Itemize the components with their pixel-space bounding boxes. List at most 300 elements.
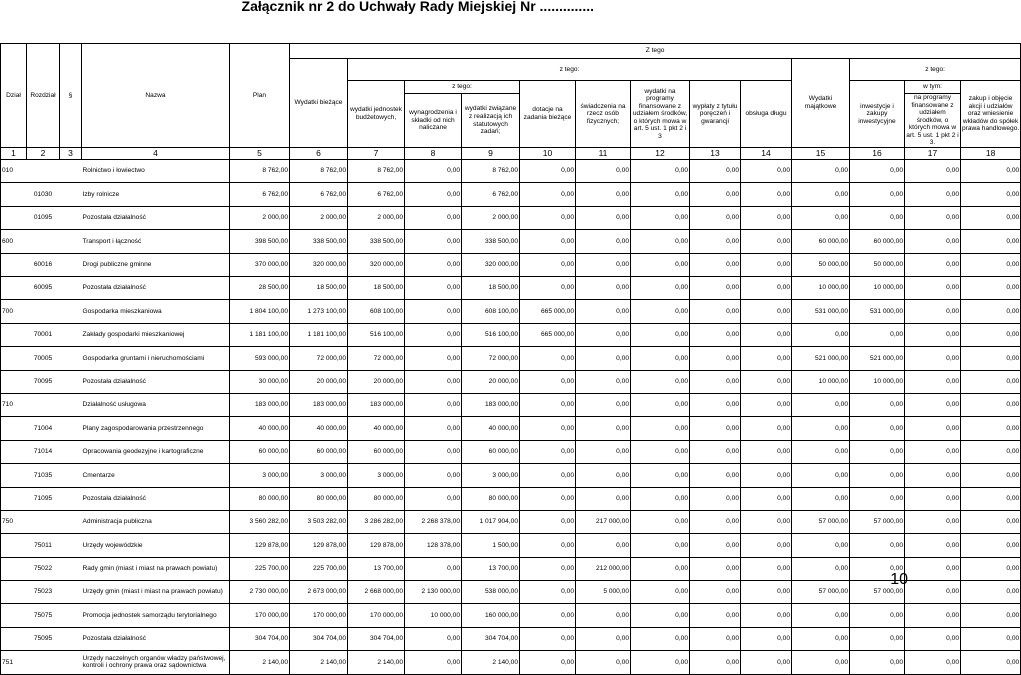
cell-value: 0,00 bbox=[520, 581, 576, 604]
cell-value: 0,00 bbox=[905, 440, 961, 463]
cell-rozdzial bbox=[27, 300, 60, 323]
cell-value: 2 000,00 bbox=[230, 206, 290, 229]
cell-value: 0,00 bbox=[576, 253, 631, 276]
cell-value: 18 500,00 bbox=[462, 277, 520, 300]
cell-paragraf bbox=[60, 651, 82, 674]
table-row bbox=[1, 230, 1021, 253]
cell-value: 10 000,00 bbox=[850, 370, 905, 393]
cell-value: 0,00 bbox=[961, 557, 1021, 580]
cell-nazwa: Opracowania geodezyjne i kartograficzne bbox=[82, 440, 230, 463]
column-number-cell: 5 bbox=[230, 148, 290, 160]
cell-value: 0,00 bbox=[576, 347, 631, 370]
cell-value: 0,00 bbox=[520, 487, 576, 510]
cell-value: 0,00 bbox=[631, 440, 690, 463]
cell-value: 0,00 bbox=[631, 627, 690, 650]
cell-value: 0,00 bbox=[850, 323, 905, 346]
cell-nazwa: Cmentarze bbox=[82, 464, 230, 487]
cell-value: 129 878,00 bbox=[348, 534, 405, 557]
cell-value: 0,00 bbox=[850, 393, 905, 416]
cell-nazwa: Rolnictwo i łowiectwo bbox=[82, 160, 230, 183]
cell-dzial: 750 bbox=[1, 510, 27, 533]
cell-value: 0,00 bbox=[850, 417, 905, 440]
cell-value: 0,00 bbox=[520, 651, 576, 674]
cell-dzial bbox=[1, 557, 27, 580]
cell-value: 0,00 bbox=[576, 440, 631, 463]
cell-value: 60 000,00 bbox=[850, 230, 905, 253]
cell-nazwa: Pozostała działalność bbox=[82, 627, 230, 650]
header-wyplaty: wypłaty z tytułu poręczeń i gwarancji bbox=[690, 81, 741, 148]
cell-value: 6 762,00 bbox=[462, 183, 520, 206]
header-wydatki-zwiazane: wydatki związane z realizacją ich statutowych zadań; bbox=[462, 94, 520, 148]
cell-value: 0,00 bbox=[520, 393, 576, 416]
header-wydatki-biezace: Wydatki bieżące bbox=[290, 59, 348, 148]
cell-value: 0,00 bbox=[405, 160, 462, 183]
cell-value: 128 378,00 bbox=[405, 534, 462, 557]
cell-value: 304 704,00 bbox=[462, 627, 520, 650]
cell-value: 170 000,00 bbox=[348, 604, 405, 627]
cell-rozdzial: 01030 bbox=[27, 183, 60, 206]
cell-value: 0,00 bbox=[520, 440, 576, 463]
cell-value: 0,00 bbox=[405, 370, 462, 393]
cell-nazwa: Gospodarka gruntami i nieruchomościami bbox=[82, 347, 230, 370]
cell-value: 0,00 bbox=[792, 557, 850, 580]
cell-value: 0,00 bbox=[961, 440, 1021, 463]
cell-value: 0,00 bbox=[741, 627, 792, 650]
table-row bbox=[1, 183, 1021, 206]
cell-value: 3 000,00 bbox=[348, 464, 405, 487]
table-row bbox=[1, 347, 1021, 370]
cell-paragraf bbox=[60, 440, 82, 463]
cell-value: 0,00 bbox=[576, 393, 631, 416]
cell-rozdzial: 75011 bbox=[27, 534, 60, 557]
cell-value: 0,00 bbox=[405, 253, 462, 276]
cell-paragraf bbox=[60, 160, 82, 183]
header-plan: Plan bbox=[230, 44, 290, 148]
cell-value: 0,00 bbox=[741, 323, 792, 346]
cell-nazwa: Pozostała działalność bbox=[82, 487, 230, 510]
cell-value: 0,00 bbox=[961, 183, 1021, 206]
cell-value: 0,00 bbox=[520, 510, 576, 533]
cell-value: 0,00 bbox=[792, 627, 850, 650]
cell-value: 1 181 100,00 bbox=[230, 323, 290, 346]
cell-rozdzial: 71004 bbox=[27, 417, 60, 440]
cell-value: 0,00 bbox=[741, 393, 792, 416]
cell-rozdzial: 75023 bbox=[27, 581, 60, 604]
cell-dzial bbox=[1, 347, 27, 370]
cell-dzial bbox=[1, 277, 27, 300]
cell-dzial bbox=[1, 323, 27, 346]
cell-value: 0,00 bbox=[405, 393, 462, 416]
table-row bbox=[1, 417, 1021, 440]
cell-value: 521 000,00 bbox=[792, 347, 850, 370]
cell-value: 0,00 bbox=[631, 347, 690, 370]
cell-value: 0,00 bbox=[850, 487, 905, 510]
table-row bbox=[1, 510, 1021, 533]
cell-value: 0,00 bbox=[792, 534, 850, 557]
cell-value: 0,00 bbox=[405, 347, 462, 370]
cell-value: 0,00 bbox=[576, 370, 631, 393]
header-w-tym: w tym: bbox=[905, 81, 961, 94]
cell-value: 0,00 bbox=[850, 160, 905, 183]
column-number-cell: 14 bbox=[741, 148, 792, 160]
cell-value: 0,00 bbox=[961, 581, 1021, 604]
cell-paragraf bbox=[60, 253, 82, 276]
cell-value: 0,00 bbox=[741, 300, 792, 323]
cell-value: 0,00 bbox=[850, 440, 905, 463]
cell-rozdzial: 71014 bbox=[27, 440, 60, 463]
cell-value: 0,00 bbox=[576, 464, 631, 487]
header-inwestycje: inwestycje i zakupy inwestycyjne bbox=[850, 81, 905, 148]
cell-value: 40 000,00 bbox=[462, 417, 520, 440]
table-row bbox=[1, 627, 1021, 650]
cell-value: 0,00 bbox=[520, 627, 576, 650]
cell-value: 0,00 bbox=[741, 464, 792, 487]
cell-value: 0,00 bbox=[576, 206, 631, 229]
cell-value: 0,00 bbox=[690, 160, 741, 183]
cell-value: 0,00 bbox=[690, 440, 741, 463]
column-number-cell: 6 bbox=[290, 148, 348, 160]
cell-value: 20 000,00 bbox=[290, 370, 348, 393]
cell-value: 3 286 282,00 bbox=[348, 510, 405, 533]
cell-nazwa: Urzędy naczelnych organów władzy państwowej, kontroli i ochrony prawa oraz sądownictwa bbox=[82, 651, 230, 674]
cell-value: 57 000,00 bbox=[850, 510, 905, 533]
cell-value: 0,00 bbox=[961, 510, 1021, 533]
cell-value: 0,00 bbox=[576, 300, 631, 323]
cell-value: 57 000,00 bbox=[792, 581, 850, 604]
cell-paragraf bbox=[60, 510, 82, 533]
cell-value: 0,00 bbox=[576, 160, 631, 183]
cell-value: 183 000,00 bbox=[462, 393, 520, 416]
cell-value: 0,00 bbox=[741, 557, 792, 580]
cell-value: 183 000,00 bbox=[290, 393, 348, 416]
cell-nazwa: Pozostała działalność bbox=[82, 206, 230, 229]
cell-dzial bbox=[1, 534, 27, 557]
cell-value: 0,00 bbox=[690, 253, 741, 276]
cell-value: 0,00 bbox=[405, 183, 462, 206]
cell-value: 0,00 bbox=[741, 604, 792, 627]
cell-rozdzial: 70095 bbox=[27, 370, 60, 393]
cell-value: 0,00 bbox=[405, 440, 462, 463]
cell-value: 0,00 bbox=[520, 604, 576, 627]
cell-value: 10 000,00 bbox=[792, 370, 850, 393]
cell-dzial bbox=[1, 370, 27, 393]
cell-paragraf bbox=[60, 627, 82, 650]
cell-value: 2 000,00 bbox=[348, 206, 405, 229]
cell-value: 0,00 bbox=[905, 393, 961, 416]
cell-value: 170 000,00 bbox=[230, 604, 290, 627]
cell-value: 2 140,00 bbox=[348, 651, 405, 674]
cell-value: 0,00 bbox=[741, 206, 792, 229]
cell-value: 10 000,00 bbox=[792, 277, 850, 300]
cell-value: 0,00 bbox=[961, 393, 1021, 416]
cell-value: 0,00 bbox=[520, 534, 576, 557]
cell-paragraf bbox=[60, 300, 82, 323]
cell-value: 2 000,00 bbox=[462, 206, 520, 229]
cell-value: 0,00 bbox=[850, 651, 905, 674]
cell-nazwa: Izby rolnicze bbox=[82, 183, 230, 206]
cell-value: 0,00 bbox=[850, 557, 905, 580]
cell-paragraf bbox=[60, 581, 82, 604]
cell-paragraf bbox=[60, 464, 82, 487]
cell-value: 0,00 bbox=[405, 487, 462, 510]
cell-rozdzial: 75095 bbox=[27, 627, 60, 650]
column-number-cell: 15 bbox=[792, 148, 850, 160]
column-number-cell: 12 bbox=[631, 148, 690, 160]
cell-value: 0,00 bbox=[741, 277, 792, 300]
cell-value: 30 000,00 bbox=[230, 370, 290, 393]
cell-nazwa: Rady gmin (miast i miast na prawach powiatu) bbox=[82, 557, 230, 580]
cell-value: 60 000,00 bbox=[348, 440, 405, 463]
table-row bbox=[1, 464, 1021, 487]
document-title: Załącznik nr 2 do Uchwały Rady Miejskiej Nr .............. bbox=[241, 0, 594, 14]
cell-value: 0,00 bbox=[741, 253, 792, 276]
cell-dzial: 710 bbox=[1, 393, 27, 416]
cell-dzial bbox=[1, 253, 27, 276]
column-number-cell: 9 bbox=[462, 148, 520, 160]
header-z-tego-top: Z tego bbox=[290, 44, 1021, 59]
cell-value: 40 000,00 bbox=[290, 417, 348, 440]
cell-value: 60 000,00 bbox=[792, 230, 850, 253]
cell-rozdzial bbox=[27, 160, 60, 183]
cell-value: 0,00 bbox=[631, 651, 690, 674]
cell-paragraf bbox=[60, 534, 82, 557]
cell-value: 3 000,00 bbox=[462, 464, 520, 487]
header-obsluga-dlugu: obsługa długu bbox=[741, 81, 792, 148]
cell-value: 0,00 bbox=[405, 557, 462, 580]
cell-value: 0,00 bbox=[690, 370, 741, 393]
cell-value: 0,00 bbox=[576, 487, 631, 510]
cell-value: 2 130 000,00 bbox=[405, 581, 462, 604]
cell-value: 0,00 bbox=[905, 487, 961, 510]
cell-value: 0,00 bbox=[690, 206, 741, 229]
cell-value: 0,00 bbox=[961, 206, 1021, 229]
cell-value: 0,00 bbox=[792, 183, 850, 206]
cell-value: 1 017 904,00 bbox=[462, 510, 520, 533]
cell-value: 0,00 bbox=[792, 440, 850, 463]
cell-paragraf bbox=[60, 230, 82, 253]
cell-dzial bbox=[1, 487, 27, 510]
cell-value: 0,00 bbox=[690, 534, 741, 557]
header-dotacje: dotacje na zadania bieżące bbox=[520, 81, 576, 148]
column-number-cell: 18 bbox=[961, 148, 1021, 160]
cell-value: 0,00 bbox=[905, 534, 961, 557]
cell-rozdzial: 60016 bbox=[27, 253, 60, 276]
cell-rozdzial: 75075 bbox=[27, 604, 60, 627]
column-number-cell: 8 bbox=[405, 148, 462, 160]
column-number-cell: 3 bbox=[60, 148, 82, 160]
cell-value: 0,00 bbox=[905, 417, 961, 440]
header-wydatki-jednostek: wydatki jednostek budżetowych, bbox=[348, 81, 405, 148]
cell-value: 0,00 bbox=[961, 347, 1021, 370]
cell-value: 0,00 bbox=[690, 230, 741, 253]
column-number-cell: 13 bbox=[690, 148, 741, 160]
cell-value: 0,00 bbox=[631, 510, 690, 533]
cell-value: 2 673 000,00 bbox=[290, 581, 348, 604]
cell-value: 0,00 bbox=[905, 323, 961, 346]
cell-value: 0,00 bbox=[792, 160, 850, 183]
cell-paragraf bbox=[60, 487, 82, 510]
cell-value: 0,00 bbox=[631, 160, 690, 183]
column-number-cell: 10 bbox=[520, 148, 576, 160]
cell-value: 129 878,00 bbox=[230, 534, 290, 557]
cell-paragraf bbox=[60, 206, 82, 229]
cell-value: 0,00 bbox=[405, 464, 462, 487]
cell-value: 398 500,00 bbox=[230, 230, 290, 253]
cell-value: 521 000,00 bbox=[850, 347, 905, 370]
cell-value: 0,00 bbox=[520, 277, 576, 300]
cell-dzial bbox=[1, 581, 27, 604]
cell-nazwa: Drogi publiczne gminne bbox=[82, 253, 230, 276]
column-number-cell: 1 bbox=[1, 148, 27, 160]
table-row bbox=[1, 581, 1021, 604]
cell-value: 0,00 bbox=[520, 464, 576, 487]
cell-value: 0,00 bbox=[631, 206, 690, 229]
table-row bbox=[1, 277, 1021, 300]
cell-value: 80 000,00 bbox=[462, 487, 520, 510]
cell-value: 28 500,00 bbox=[230, 277, 290, 300]
cell-value: 0,00 bbox=[405, 300, 462, 323]
cell-value: 0,00 bbox=[631, 253, 690, 276]
cell-value: 8 762,00 bbox=[230, 160, 290, 183]
cell-value: 0,00 bbox=[961, 534, 1021, 557]
cell-value: 0,00 bbox=[905, 206, 961, 229]
cell-value: 0,00 bbox=[961, 323, 1021, 346]
cell-dzial: 600 bbox=[1, 230, 27, 253]
cell-value: 0,00 bbox=[850, 183, 905, 206]
cell-value: 516 100,00 bbox=[348, 323, 405, 346]
cell-value: 1 273 100,00 bbox=[290, 300, 348, 323]
cell-value: 0,00 bbox=[690, 277, 741, 300]
cell-value: 0,00 bbox=[405, 651, 462, 674]
cell-value: 0,00 bbox=[631, 393, 690, 416]
cell-value: 0,00 bbox=[741, 230, 792, 253]
cell-value: 0,00 bbox=[520, 417, 576, 440]
cell-value: 0,00 bbox=[905, 253, 961, 276]
cell-value: 0,00 bbox=[905, 183, 961, 206]
cell-value: 304 704,00 bbox=[290, 627, 348, 650]
cell-value: 0,00 bbox=[690, 300, 741, 323]
cell-nazwa: Działalność usługowa bbox=[82, 393, 230, 416]
cell-value: 0,00 bbox=[405, 277, 462, 300]
cell-value: 0,00 bbox=[792, 206, 850, 229]
cell-paragraf bbox=[60, 347, 82, 370]
cell-dzial bbox=[1, 464, 27, 487]
header-z-tego-right: z tego: bbox=[850, 59, 1021, 81]
table-row bbox=[1, 253, 1021, 276]
cell-value: 304 704,00 bbox=[348, 627, 405, 650]
cell-value: 0,00 bbox=[850, 534, 905, 557]
cell-value: 0,00 bbox=[631, 534, 690, 557]
header-rozdzial: Rozdział bbox=[27, 44, 60, 148]
cell-nazwa: Administracja publiczna bbox=[82, 510, 230, 533]
cell-value: 0,00 bbox=[741, 487, 792, 510]
cell-value: 2 668 000,00 bbox=[348, 581, 405, 604]
cell-value: 0,00 bbox=[576, 604, 631, 627]
cell-value: 0,00 bbox=[520, 253, 576, 276]
cell-value: 0,00 bbox=[576, 534, 631, 557]
cell-value: 60 000,00 bbox=[462, 440, 520, 463]
cell-value: 40 000,00 bbox=[348, 417, 405, 440]
table-row bbox=[1, 557, 1021, 580]
cell-value: 10 000,00 bbox=[405, 604, 462, 627]
cell-paragraf bbox=[60, 604, 82, 627]
cell-value: 80 000,00 bbox=[230, 487, 290, 510]
cell-value: 0,00 bbox=[741, 534, 792, 557]
cell-value: 18 500,00 bbox=[290, 277, 348, 300]
cell-value: 0,00 bbox=[905, 581, 961, 604]
header-swiadczenia: świadczenia na rzecz osób fizycznych; bbox=[576, 81, 631, 148]
cell-nazwa: Zakłady gospodarki mieszkaniowej bbox=[82, 323, 230, 346]
table-row bbox=[1, 370, 1021, 393]
cell-value: 5 000,00 bbox=[576, 581, 631, 604]
cell-value: 0,00 bbox=[792, 417, 850, 440]
cell-value: 0,00 bbox=[520, 206, 576, 229]
cell-value: 0,00 bbox=[961, 253, 1021, 276]
cell-nazwa: Gospodarka mieszkaniowa bbox=[82, 300, 230, 323]
cell-value: 183 000,00 bbox=[348, 393, 405, 416]
cell-value: 0,00 bbox=[631, 230, 690, 253]
cell-value: 1 804 100,00 bbox=[230, 300, 290, 323]
cell-value: 3 000,00 bbox=[290, 464, 348, 487]
cell-value: 0,00 bbox=[631, 464, 690, 487]
cell-value: 60 000,00 bbox=[290, 440, 348, 463]
cell-value: 2 140,00 bbox=[230, 651, 290, 674]
cell-value: 0,00 bbox=[792, 651, 850, 674]
cell-value: 0,00 bbox=[631, 604, 690, 627]
cell-value: 0,00 bbox=[961, 230, 1021, 253]
cell-value: 20 000,00 bbox=[462, 370, 520, 393]
table-row bbox=[1, 651, 1021, 674]
cell-value: 8 762,00 bbox=[348, 160, 405, 183]
cell-nazwa: Transport i łączność bbox=[82, 230, 230, 253]
cell-value: 665 000,00 bbox=[520, 323, 576, 346]
header-z-tego-mid: z tego: bbox=[348, 59, 792, 81]
cell-value: 0,00 bbox=[905, 604, 961, 627]
cell-value: 0,00 bbox=[961, 160, 1021, 183]
cell-rozdzial: 71035 bbox=[27, 464, 60, 487]
cell-rozdzial bbox=[27, 230, 60, 253]
cell-value: 370 000,00 bbox=[230, 253, 290, 276]
cell-value: 0,00 bbox=[741, 510, 792, 533]
header-wydatki-programy: wydatki na programy finansowane z udziałem środków, o których mowa w art. 5 ust. 1 pkt 2 i 3 bbox=[631, 81, 690, 148]
column-numbers-row bbox=[1, 148, 1021, 160]
cell-value: 8 762,00 bbox=[462, 160, 520, 183]
cell-value: 0,00 bbox=[520, 230, 576, 253]
budget-table bbox=[0, 43, 1021, 675]
cell-value: 0,00 bbox=[905, 510, 961, 533]
table-row bbox=[1, 487, 1021, 510]
cell-value: 0,00 bbox=[792, 464, 850, 487]
cell-value: 217 000,00 bbox=[576, 510, 631, 533]
cell-value: 0,00 bbox=[741, 417, 792, 440]
column-number-cell: 2 bbox=[27, 148, 60, 160]
cell-value: 0,00 bbox=[792, 323, 850, 346]
header-na-programy: na programy finansowane z udziałem środków, o których mowa w art. 5 ust. 1 pkt 2 i 3. bbox=[906, 94, 959, 147]
cell-value: 40 000,00 bbox=[230, 417, 290, 440]
cell-paragraf bbox=[60, 183, 82, 206]
cell-value: 0,00 bbox=[961, 277, 1021, 300]
header-wydatki-majatkowe: Wydatki majątkowe bbox=[792, 59, 850, 148]
table-row bbox=[1, 440, 1021, 463]
cell-value: 0,00 bbox=[905, 464, 961, 487]
cell-rozdzial: 70005 bbox=[27, 347, 60, 370]
cell-value: 0,00 bbox=[850, 206, 905, 229]
cell-value: 320 000,00 bbox=[462, 253, 520, 276]
cell-value: 0,00 bbox=[690, 347, 741, 370]
cell-value: 0,00 bbox=[690, 581, 741, 604]
cell-value: 0,00 bbox=[576, 230, 631, 253]
table-row bbox=[1, 393, 1021, 416]
